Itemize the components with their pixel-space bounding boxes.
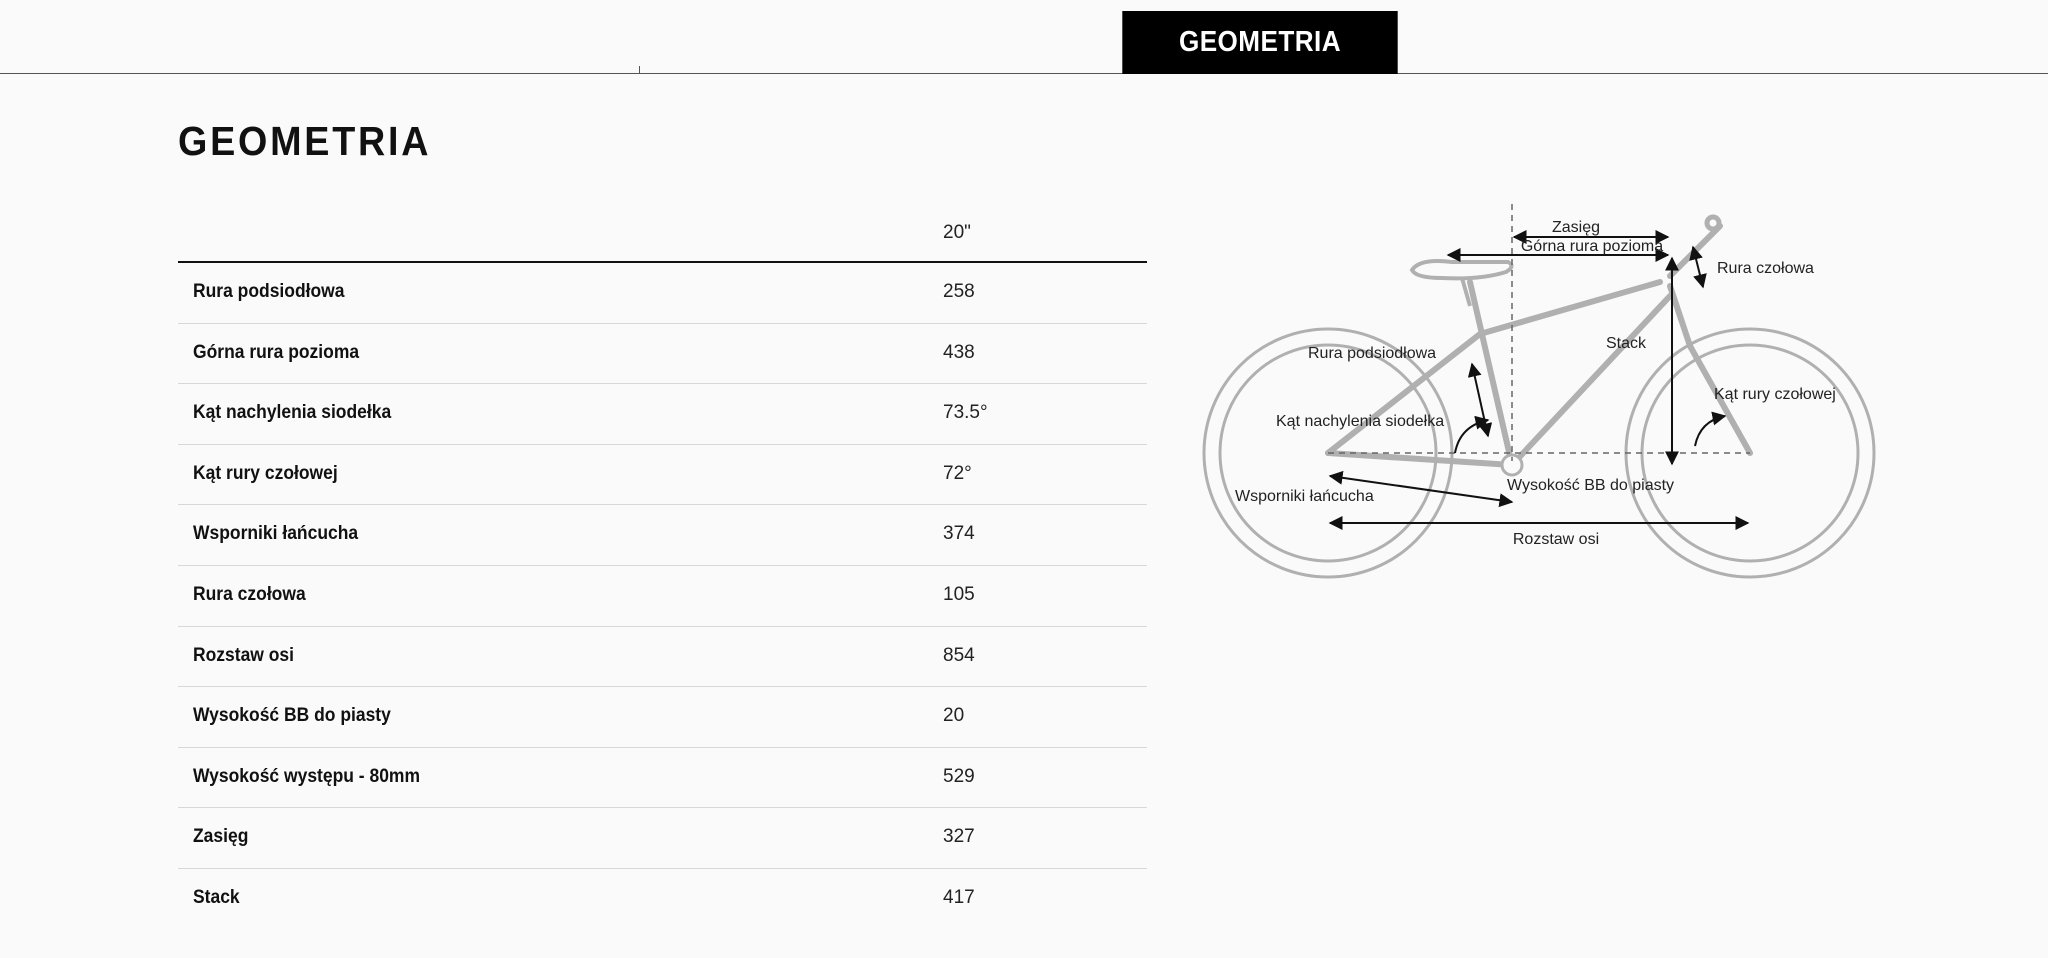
handlebar: [1707, 217, 1719, 229]
row-value: 105: [943, 583, 975, 605]
table-header: [178, 204, 1147, 263]
row-value: 529: [943, 765, 975, 787]
table-row: [178, 748, 1147, 809]
row-label: Wysokość BB do piasty: [193, 705, 391, 727]
row-value: 73.5°: [943, 402, 988, 424]
row-label: Kąt nachylenia siodełka: [193, 402, 392, 424]
row-label: Stack: [193, 886, 240, 908]
row-value: 72°: [943, 462, 972, 484]
row-value: 20: [943, 705, 965, 727]
table-row: [178, 566, 1147, 627]
bike-geometry-diagram: [1190, 196, 1890, 596]
label-chainstay: Wsporniki łańcucha: [1235, 488, 1374, 505]
tab-geometria[interactable]: GEOMETRIA: [1122, 11, 1397, 74]
row-value: 258: [943, 281, 975, 302]
label-wheelbase: Rozstaw osi: [1512, 531, 1600, 548]
row-label: Rozstaw osi: [193, 644, 295, 666]
row-label: Zasięg: [193, 826, 249, 848]
table-row: [178, 384, 1147, 445]
table-row: [178, 445, 1147, 506]
table-row: [178, 324, 1147, 385]
table-row: [178, 505, 1147, 566]
page-title: GEOMETRIA: [178, 118, 432, 164]
label-head-tube: Rura czołowa: [1717, 260, 1814, 277]
table-row: [178, 263, 1147, 324]
row-label: Rura czołowa: [193, 583, 306, 605]
saddle: [1412, 261, 1512, 306]
label-stack: Stack: [1606, 335, 1647, 352]
size-column-header: 20": [943, 222, 971, 243]
seat-angle-arc: [1455, 420, 1488, 453]
label-head-angle: Kąt rury czołowej: [1714, 386, 1836, 403]
label-seat-angle: Kąt nachylenia siodełka: [1276, 413, 1445, 430]
row-label: Wysokość występu - 80mm: [193, 765, 421, 787]
row-value: 438: [943, 341, 975, 363]
row-value: 854: [943, 644, 975, 666]
label-top-tube: Górna rura pozioma: [1520, 238, 1664, 255]
table-row: [178, 627, 1147, 688]
table-row: [178, 687, 1147, 748]
nav-divider-tick: [639, 66, 640, 74]
table-row: [178, 869, 1147, 930]
row-label: Kąt rury czołowej: [193, 462, 338, 484]
label-reach: Zasięg: [1551, 219, 1601, 236]
top-nav-bar: [0, 0, 2048, 74]
row-value: 417: [943, 886, 975, 908]
row-value: 327: [943, 826, 975, 848]
row-value: 374: [943, 523, 975, 545]
row-label: Wsporniki łańcucha: [193, 523, 359, 545]
row-label: Rura podsiodłowa: [193, 281, 345, 302]
geometry-table: [178, 204, 1147, 930]
table-row: [178, 808, 1147, 869]
head-tube-arrow: [1693, 247, 1703, 287]
label-seat-tube: Rura podsiodłowa: [1308, 345, 1437, 362]
head-angle-arc: [1695, 416, 1725, 446]
bike-geometry-svg: [1190, 196, 1890, 596]
row-label: Górna rura pozioma: [193, 341, 360, 363]
label-bb-drop: Wysokość BB do piasty: [1507, 477, 1675, 494]
